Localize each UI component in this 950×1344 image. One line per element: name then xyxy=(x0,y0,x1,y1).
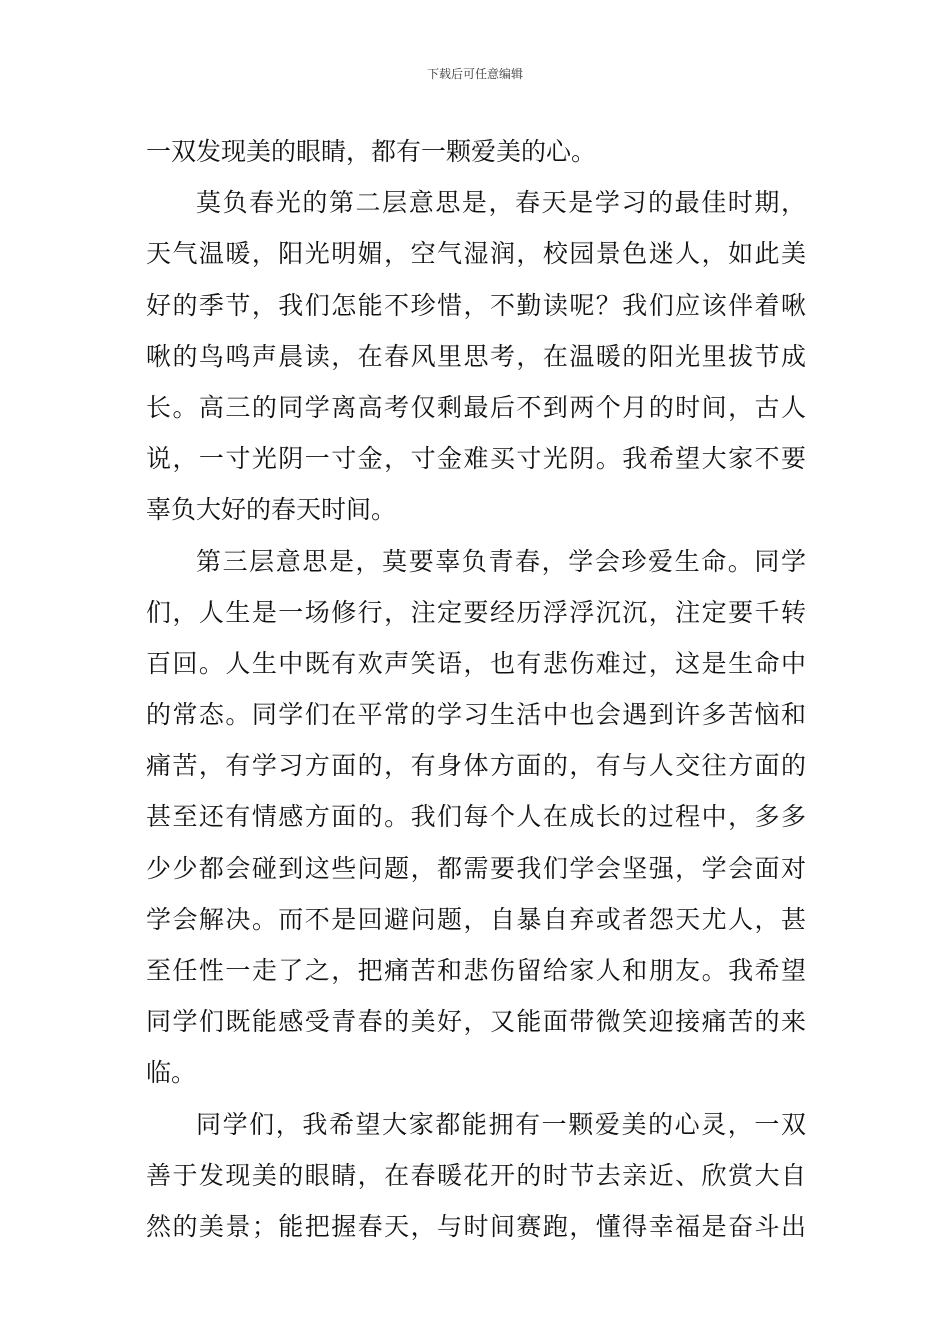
text-line: 天气温暖，阳光明媚，空气湿润，校园景色迷人，如此美 xyxy=(146,239,806,269)
text-line: 百回。人生中既有欢声笑语，也有悲伤难过，这是生命中 xyxy=(146,648,806,678)
text-line: 辜负大好的春天时间。 xyxy=(146,495,397,525)
text-line: 同学们既能感受青春的美好，又能面带微笑迎接痛苦的来 xyxy=(146,1007,806,1037)
text-line: 学会解决。而不是回避问题，自暴自弃或者怨天尤人，甚 xyxy=(146,904,806,934)
text-line: 的常态。同学们在平常的学习生活中也会遇到许多苦恼和 xyxy=(146,700,806,730)
text-line: 少少都会碰到这些问题，都需要我们学会坚强，学会面对 xyxy=(146,853,806,883)
text-line: 同学们，我希望大家都能拥有一颗爱美的心灵，一双 xyxy=(196,1109,806,1139)
page-header: 下载后可任意编辑 xyxy=(426,67,523,81)
text-line: 至任性一走了之，把痛苦和悲伤留给家人和朋友。我希望 xyxy=(146,956,806,985)
text-line: 说，一寸光阴一寸金，寸金难买寸光阴。我希望大家不要 xyxy=(146,444,806,474)
text-line: 临。 xyxy=(146,1058,197,1088)
text-line: 莫负春光的第二层意思是，春天是学习的最佳时期， xyxy=(196,188,806,218)
text-line: 善于发现美的眼睛，在春暖花开的时节去亲近、欣赏大自 xyxy=(146,1160,806,1190)
text-line: 甚至还有情感方面的。我们每个人在成长的过程中，多多 xyxy=(146,802,806,832)
text-line: 痛苦，有学习方面的，有身体方面的，有与人交往方面的 xyxy=(146,751,806,781)
text-line: 第三层意思是，莫要辜负青春，学会珍爱生命。同学 xyxy=(196,546,806,576)
body-text xyxy=(146,126,806,1252)
text-line: 好的季节，我们怎能不珍惜，不勤读呢？我们应该伴着啾 xyxy=(146,290,806,320)
text-line: 然的美景；能把握春天，与时间赛跑，懂得幸福是奋斗出 xyxy=(146,1211,806,1241)
text-line: 们，人生是一场修行，注定要经历浮浮沉沉，注定要千转 xyxy=(146,597,806,627)
text-line: 啾的鸟鸣声晨读，在春风里思考，在温暖的阳光里拔节成 xyxy=(146,341,806,371)
text-line: 一双发现美的眼睛，都有一颗爱美的心。 xyxy=(146,137,597,166)
text-line: 长。高三的同学离高考仅剩最后不到两个月的时间，古人 xyxy=(146,392,806,422)
